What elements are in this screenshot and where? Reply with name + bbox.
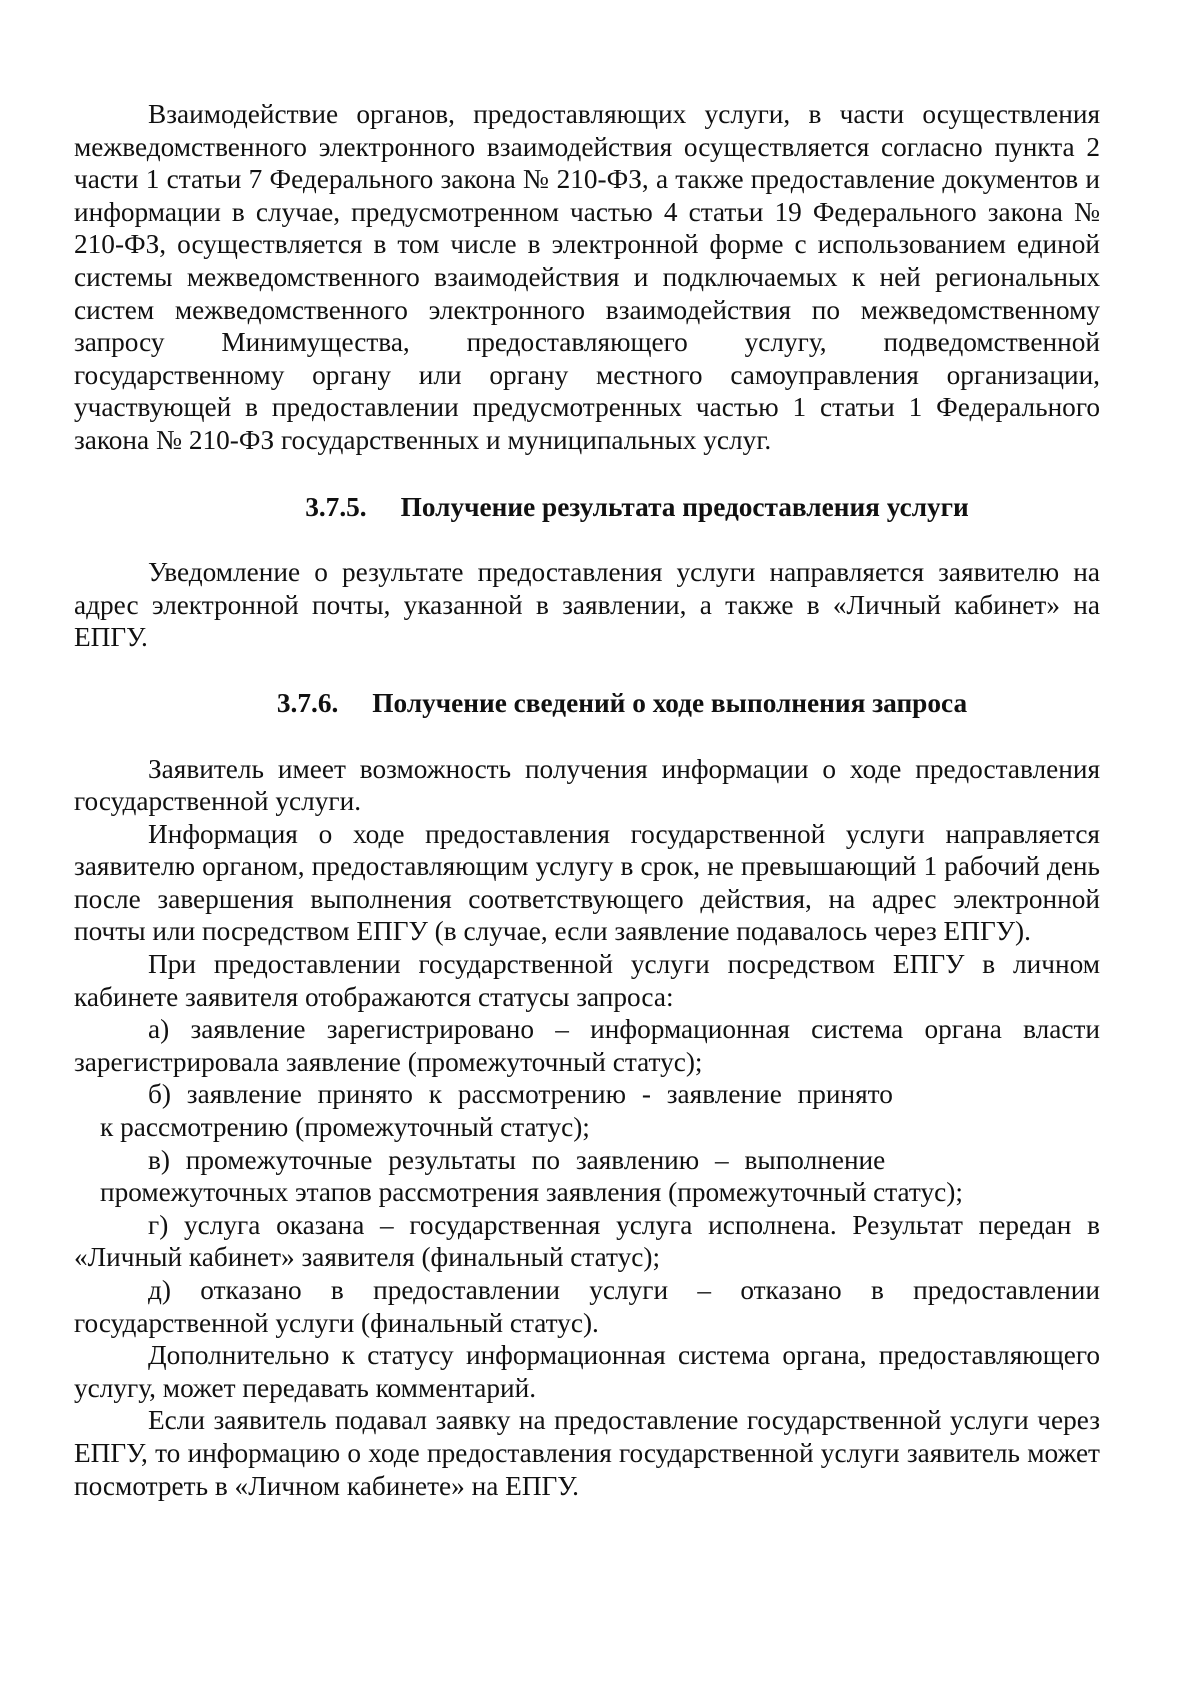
section-title: Получение результата предоставления услуги <box>400 491 969 522</box>
section-number: 3.7.6. <box>276 687 339 718</box>
status-item-g: г) услуга оказана – государственная услуга исполнена. Результат передан в «Личный кабинет» заявителя (финальный статус); <box>74 1209 1100 1273</box>
paragraph-comment: Дополнительно к статусу информационная система органа, предоставляющего услугу, может передавать комментарий. <box>74 1340 1100 1403</box>
section-title: Получение сведений о ходе выполнения запроса <box>372 687 968 718</box>
status-item-b-line1: б) заявление принято к рассмотрению - заявление принято <box>148 1079 893 1110</box>
status-item-v-line1: в) промежуточные результаты по заявлению – выполнение <box>148 1144 886 1175</box>
paragraph-info-possibility: Заявитель имеет возможность получения информации о ходе предоставления государственной услуги. <box>74 753 1100 817</box>
paragraph-epgu-view: Если заявитель подавал заявку на предоставление государственной услуги через ЕПГУ, то информацию о ходе предоставления государственной услуги заявитель может посмотреть в «Личном кабинете» на ЕПГУ. <box>74 1405 1100 1501</box>
section-heading-3-7-6 <box>74 687 1100 720</box>
status-item-d: д) отказано в предоставлении услуги – отказано в предоставлении государственной услуги (финальный статус). <box>74 1275 1100 1338</box>
status-item-v-line2: промежуточных этапов рассмотрения заявления (промежуточный статус); <box>100 1177 963 1208</box>
section-heading-3-7-5 <box>74 491 1100 524</box>
status-item-b-line2: к рассмотрению (промежуточный статус); <box>100 1112 590 1143</box>
section-number: 3.7.5. <box>305 491 367 522</box>
status-item-v <box>74 1144 1100 1209</box>
paragraph-intro: Взаимодействие органов, предоставляющих услуги, в части осуществления межведомственного электронного взаимодействия осуществляется согласно пункта 2 части 1 статьи 7 Федерального закона № 210-ФЗ, а также предоставление документов и информации в случае, предусмотренном частью 4 статьи 19 Федерального закона № 210-ФЗ, осуществляется в том числе в электронной форме с использованием единой системы межведомственного взаимодействия и подключаемых к ней региональных систем межведомственного электронного взаимодействия по межведомственному запросу Минимущества, предоставляющего услугу, подведомственной государственному органу или органу местного самоуправления организации, участвующей в предоставлении предусмотренных частью 1 статьи 1 Федерального закона № 210-ФЗ государственных и муниципальных услуг. <box>74 99 1100 455</box>
paragraph-result-notice: Уведомление о результате предоставления услуги направляется заявителю на адрес электронной почты, указанной в заявлении, а также в «Личный кабинет» на ЕПГУ. <box>74 557 1100 653</box>
paragraph-info-sent: Информация о ходе предоставления государственной услуги направляется заявителю органом, предоставляющим услугу в срок, не превышающий 1 рабочий день после завершения выполнения соответствующего действия, на адрес электронной почты или посредством ЕПГУ (в случае, если заявление подавалось через ЕПГУ). <box>74 818 1100 947</box>
paragraph-statuses-intro: При предоставлении государственной услуги посредством ЕПГУ в личном кабинете заявителя отображаются статусы запроса: <box>74 949 1100 1012</box>
status-item-a: а) заявление зарегистрировано – информационная система органа власти зарегистрировала заявление (промежуточный статус); <box>74 1014 1100 1077</box>
status-item-b <box>74 1078 1100 1143</box>
